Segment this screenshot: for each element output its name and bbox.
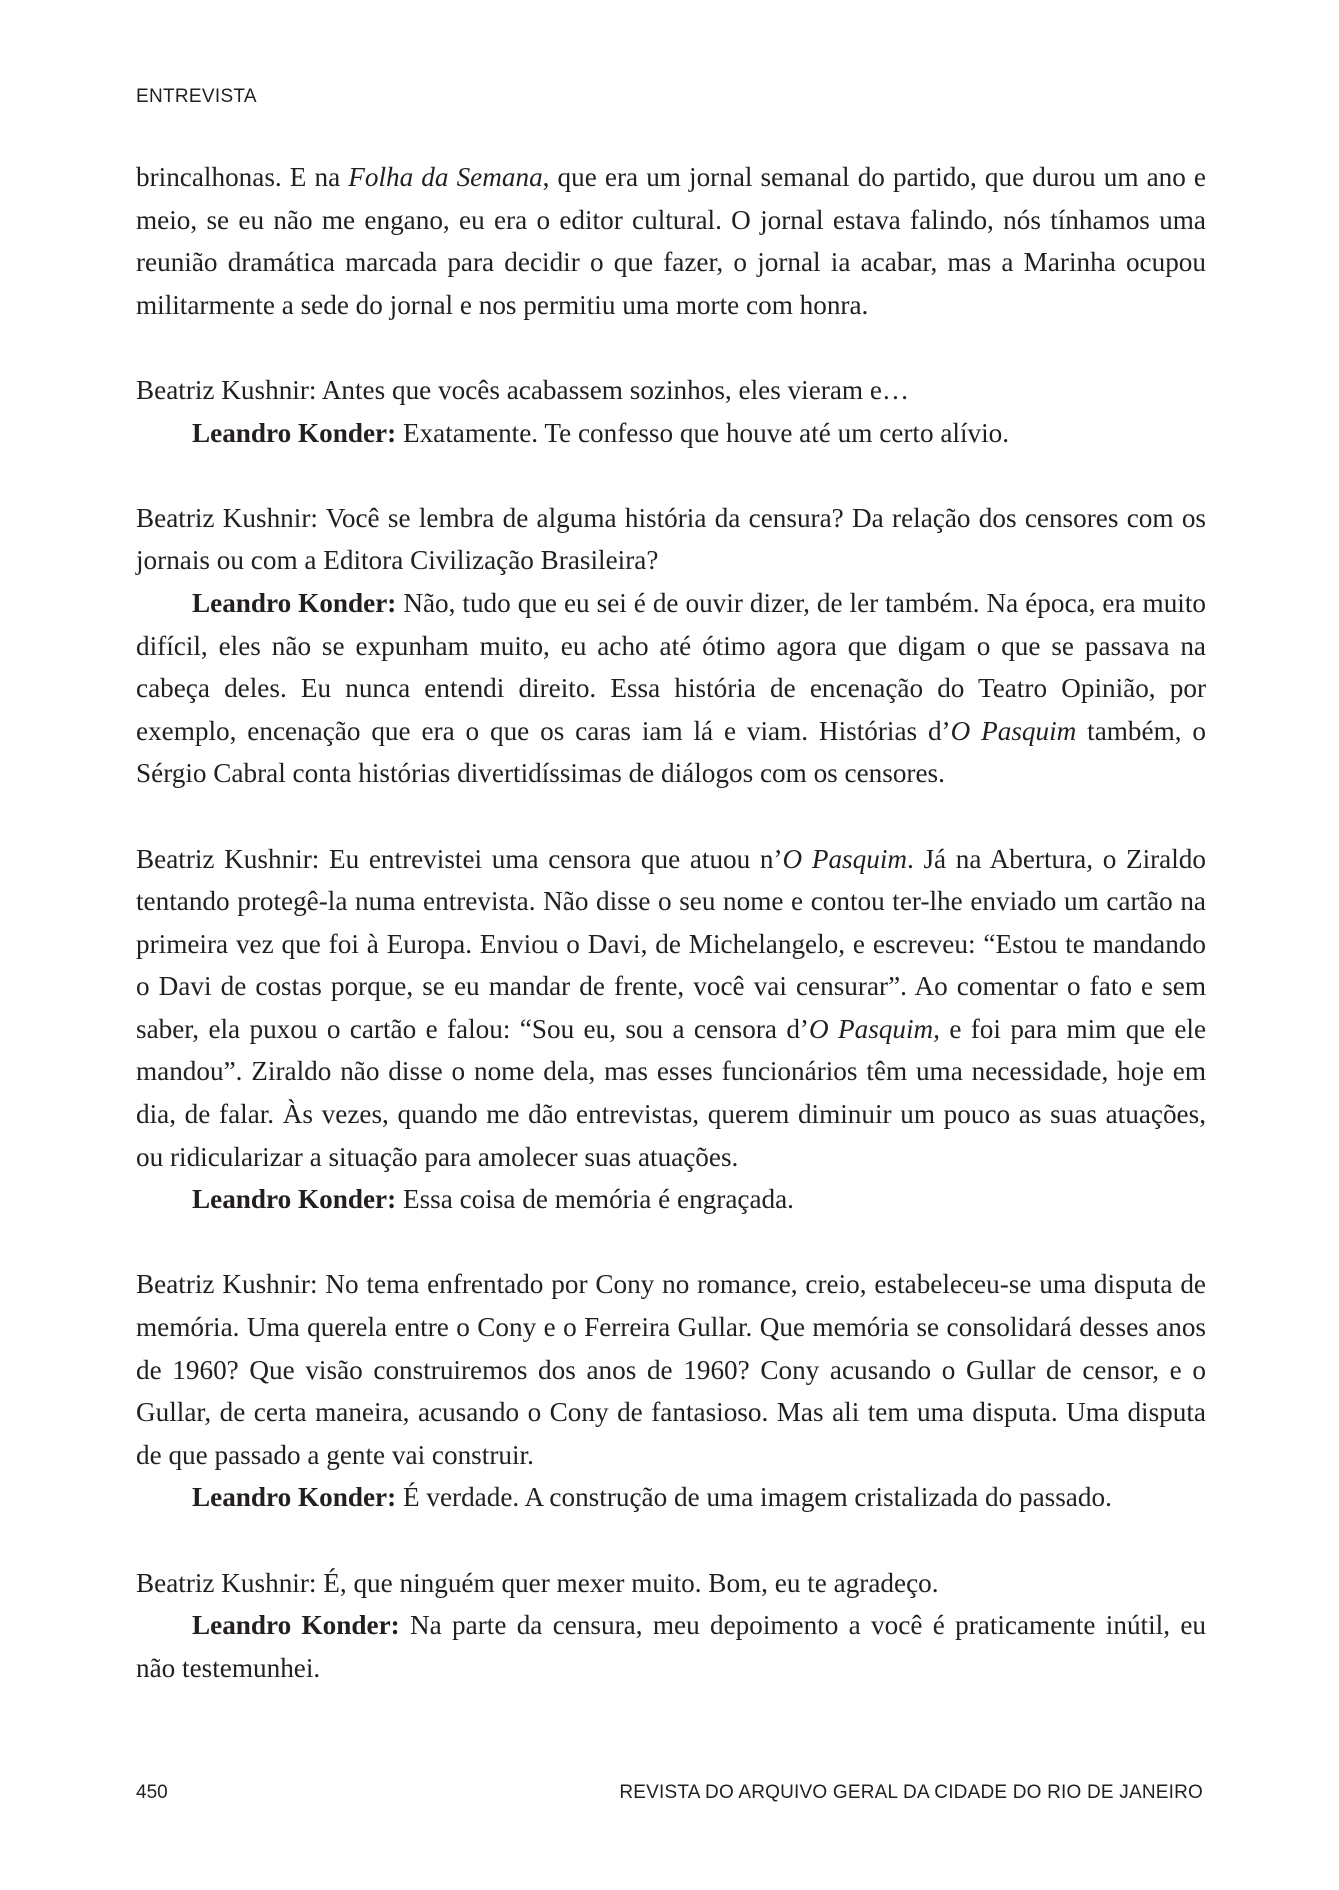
answer-3: Leandro Konder: Essa coisa de memória é engraçada. [192, 1184, 794, 1215]
speaker-label: Leandro Konder: [192, 417, 397, 448]
speaker-label: Leandro Konder: [192, 1482, 397, 1513]
speaker-label: Leandro Konder: [192, 1610, 400, 1641]
answer-4: Leandro Konder: É verdade. A construção de uma imagem cristalizada do passado. [192, 1482, 1112, 1513]
question-3: Beatriz Kushnir: Eu entrevistei uma censora que atuou n’O Pasquim. Já na Abertura, o Ziraldo tentando protegê-la numa entrevista. Não disse o seu nome e contou ter-lhe enviado um cartão na primeira vez que foi à Europa. Enviou o Davi, de Michelangelo, e escreveu: “Estou te mandando o Davi de costas porque, se eu mandar de frente, você vai censurar”. Ao comentar o fato e sem saber, ela puxou o cartão e falou: “Sou eu, sou a censora d’O Pasquim, e foi para mim que ele mandou”. Ziraldo não disse o nome dela, mas esses funcionários têm uma necessidade, hoje em dia, de falar. Às vezes, quando me dão entrevistas, querem diminuir um pouco as suas atuações, ou ridicularizar a situação para amolecer suas atuações. [136, 843, 1207, 1172]
publication-title: REVISTA DO ARQUIVO GERAL DA CIDADE DO RIO DE JANEIRO [619, 1782, 1203, 1803]
periodical-title: O Pasquim, [808, 1013, 940, 1044]
answer-1: Leandro Konder: Exatamente. Te confesso que houve até um certo alívio. [192, 417, 1010, 448]
periodical-title: O Pasquim [950, 715, 1077, 746]
speaker-label: Leandro Konder: [192, 1184, 397, 1215]
periodical-title: O Pasquim [782, 843, 908, 874]
speaker-label: Leandro Konder: [192, 587, 397, 618]
question-2: Beatriz Kushnir: Você se lembra de alguma história da censura? Da relação dos censores com os jornais ou com a Editora Civilização Brasileira? [136, 502, 1206, 576]
answer-5: Leandro Konder: Na parte da censura, meu depoimento a você é praticamente inútil, eu não testemunhei. [136, 1610, 1206, 1683]
paragraph-intro: brincalhonas. E na Folha da Semana, que era um jornal semanal do partido, que durou um ano e meio, se eu não me engano, eu era o editor cultural. O jornal estava falindo, nós tínhamos uma reunião dramática marcada para decidir o que fazer, o jornal ia acabar, mas a Marinha ocupou militarmente a sede do jornal e nos permitiu uma morte com honra. [136, 162, 1206, 320]
interview-body [136, 156, 1206, 1689]
question-4: Beatriz Kushnir: No tema enfrentado por Cony no romance, creio, estabeleceu-se uma disputa de memória. Uma querela entre o Cony e o Ferreira Gullar. Que memória se consolidará desses anos de 1960? Que visão construiremos dos anos de 1960? Cony acusando o Gullar de censor, e o Gullar, de certa maneira, acusando o Cony de fantasioso. Mas ali tem uma disputa. Uma disputa de que passado a gente vai construir. [136, 1269, 1206, 1470]
question-1: Beatriz Kushnir: Antes que vocês acabassem sozinhos, eles vieram e… [136, 374, 910, 405]
question-5: Beatriz Kushnir: É, que ninguém quer mexer muito. Bom, eu te agradeço. [136, 1567, 939, 1598]
running-head: ENTREVISTA [136, 86, 257, 107]
answer-2: Leandro Konder: Não, tudo que eu sei é de ouvir dizer, de ler também. Na época, era muito difícil, eles não se expunham muito, eu acho até ótimo agora que digam o que se passava na cabeça deles. Eu nunca entendi direito. Essa história de encenação do Teatro Opinião, por exemplo, encenação que era o que os caras iam lá e viam. Histórias d’O Pasquim também, o Sérgio Cabral conta histórias divertidíssimas de diálogos com os censores. [136, 587, 1206, 789]
page-number: 450 [136, 1782, 168, 1803]
periodical-title: Folha da Semana [348, 162, 543, 192]
